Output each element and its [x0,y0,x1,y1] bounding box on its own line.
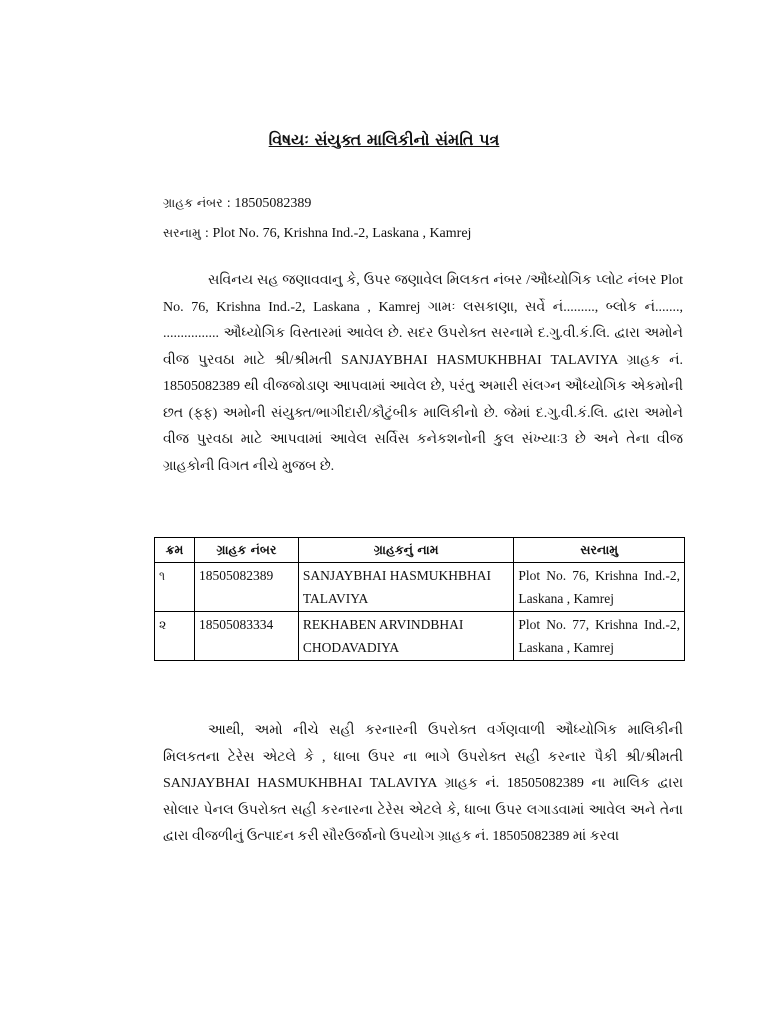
cell-address: Plot No. 77, Krishna Ind.-2, Laskana , Kamrej [514,612,685,661]
consumer-table [154,537,685,661]
cell-customer-number: 18505083334 [194,612,298,661]
cell-serial: ૧ [155,563,195,612]
cell-customer-name: SANJAYBHAI HASMUKHBHAI TALAVIYA [298,563,514,612]
table-header-row [155,538,685,563]
paragraph-intro [163,268,683,480]
customer-number-line [163,195,311,212]
cell-customer-name: REKHABEN ARVINDBHAI CHODAVADIYA [298,612,514,661]
paragraph-consent-text: આથી, અમો નીચે સહી કરનારની ઉપરોક્ત વર્ગણવાળી ઔધ્યોગિક માલિકીની મિલકતના ટેરેસ એટલે કે , ધાબા ઉપર ના ભાગે ઉપરોક્ત સહી કરનાર પૈકી શ્રી/શ્રીમતી SANJAYBHAI HASMUKHBHAI TALAVIYA ગ્રાહક નં. 18505082389 ના માલિક દ્વારા સોલાર પેનલ ઉપરોક્ત સહી કરનારના ટેરેસ એટલે કે, ધાબા ઉપર લગાડવામાં આવેલ અને તેના દ્વારા વીજળીનું ઉત્પાદન કરી સૌરઉર્જાનો ઉપયોગ ગ્રાહક નં. 18505082389 માં કરવા [163,723,683,844]
address-value: Plot No. 76, Krishna Ind.-2, Laskana , Kamrej [212,226,472,241]
table-row [155,563,685,612]
header-serial: ક્રમ [155,538,195,563]
address-label: સરનામુ : [163,225,209,240]
cell-customer-number: 18505082389 [194,563,298,612]
paragraph-intro-text: સવિનય સહ જણાવવાનુ કે, ઉપર જણાવેલ મિલકત નંબર /ઔધ્યોગિક પ્લોટ નંબર Plot No. 76, Krishna Ind.-2, Laskana , Kamrej ગામઃ લસકાણા, સર્વે નં........., બ્લોક નં......., ................ ઔધ્યોગિક વિસ્તારમાં આવેલ છે. સદર ઉપરોક્ત સરનામે દ.ગુ.વી.કં.લિ. દ્વારા અમોને વીજ પુરવઠા માટે શ્રી/શ્રીમતી SANJAYBHAI HASMUKHBHAI TALAVIYA ગ્રાહક નં. 18505082389 થી વીજજોડાણ આપવામાં આવેલ છે, પરંતુ અમારી સંલગ્ન ઔધ્યોગિક એકમોની છત (ફ્ફ) અમોની સંયુક્ત/ભાગીદારી/કૌટુંબીક માલિકીનો છે. જેમાં દ.ગુ.વી.કં.લિ. દ્વારા અમોને વીજ પુરવઠા માટે આપવામાં આવેલ સર્વિસ કનેકશનોની કુલ સંખ્યાઃ3 છે અને તેના વીજ ગ્રાહકોની વિગત નીચે મુજબ છે. [163,273,683,474]
address-line [163,225,471,242]
header-customer-name: ગ્રાહકનું નામ [298,538,514,563]
customer-number-label: ગ્રાહક નંબર : [163,195,231,210]
header-customer-number: ગ્રાહક નંબર [194,538,298,563]
cell-address: Plot No. 76, Krishna Ind.-2, Laskana , Kamrej [514,563,685,612]
cell-serial: ૨ [155,612,195,661]
table-row [155,612,685,661]
header-address: સરનામુ [514,538,685,563]
letter-title: વિષયઃ સંયુક્ત માલિકીનો સંમતિ પત્ર [268,130,500,149]
paragraph-consent [163,718,683,851]
customer-number-value: 18505082389 [234,196,312,211]
